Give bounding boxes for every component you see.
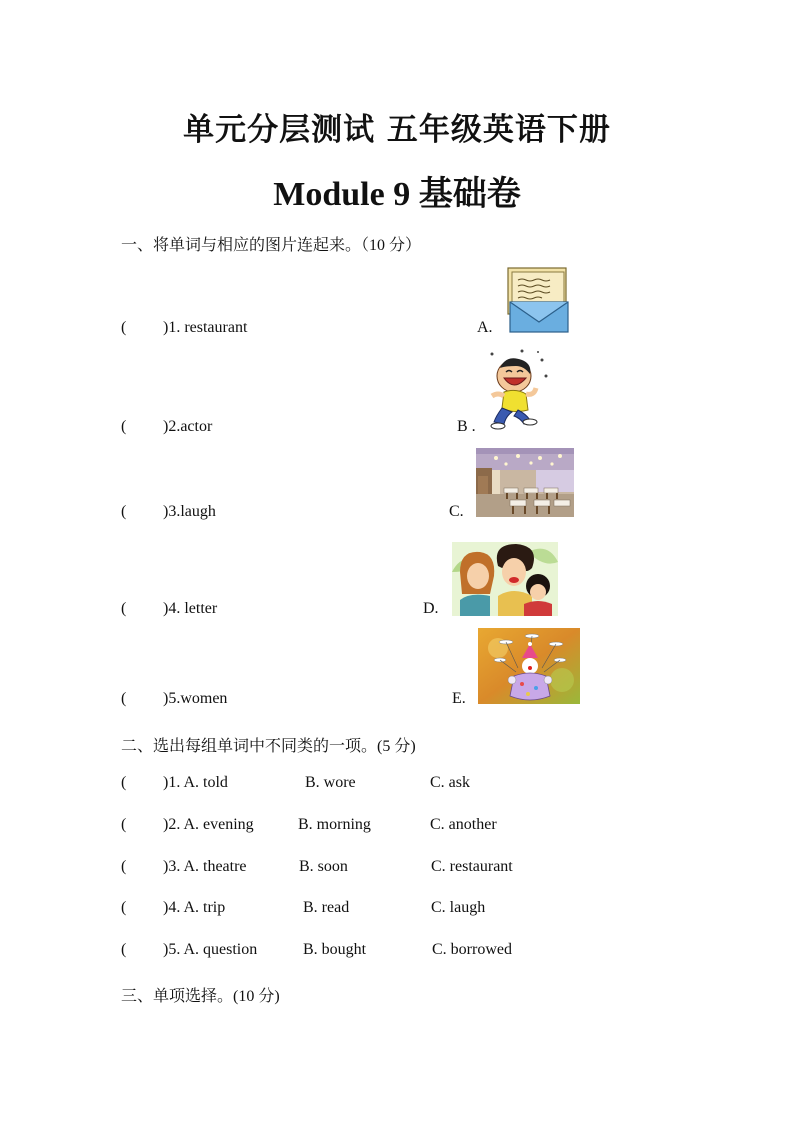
answer-paren: ( bbox=[121, 319, 127, 336]
option-b: B. soon bbox=[299, 858, 348, 875]
option-b: B. read bbox=[303, 899, 350, 916]
clown-actor-picture bbox=[478, 628, 580, 704]
option-b: B. wore bbox=[305, 774, 356, 791]
answer-paren: ( bbox=[121, 600, 127, 617]
option-c: C. restaurant bbox=[431, 858, 513, 875]
option-c: C. ask bbox=[430, 774, 470, 791]
option-b: B. bought bbox=[303, 941, 367, 958]
page-subtitle: Module 9 基础卷 bbox=[273, 176, 521, 213]
option-a: )4. A. trip bbox=[163, 899, 226, 916]
option-a: )2. A. evening bbox=[163, 816, 254, 833]
answer-paren: ( bbox=[121, 503, 127, 520]
option-label: E. bbox=[452, 690, 466, 707]
option-c: C. borrowed bbox=[432, 941, 512, 958]
option-label: A. bbox=[477, 319, 493, 336]
women-picture bbox=[452, 542, 558, 616]
option-a: )3. A. theatre bbox=[163, 858, 247, 875]
option-b: B. morning bbox=[298, 816, 371, 833]
answer-paren: ( bbox=[121, 816, 127, 833]
section1-heading: 一、将单词与相应的图片连起来。（10 分） bbox=[121, 237, 422, 254]
answer-paren: ( bbox=[121, 690, 127, 707]
question-text: )5.women bbox=[163, 690, 228, 707]
option-c: C. another bbox=[430, 816, 497, 833]
page-title: 单元分层测试 五年级英语下册 bbox=[183, 112, 611, 148]
question-text: )3.laugh bbox=[163, 503, 216, 520]
letter-envelope-picture bbox=[506, 266, 570, 334]
laughing-boy-picture bbox=[484, 348, 556, 430]
option-a: )1. A. told bbox=[163, 774, 228, 791]
question-text: )1. restaurant bbox=[163, 319, 248, 336]
answer-paren: ( bbox=[121, 774, 127, 791]
option-label: D. bbox=[423, 600, 439, 617]
section2-heading: 二、选出每组单词中不同类的一项。(5 分) bbox=[121, 738, 416, 755]
answer-paren: ( bbox=[121, 941, 127, 958]
answer-paren: ( bbox=[121, 899, 127, 916]
option-a: )5. A. question bbox=[163, 941, 258, 958]
restaurant-interior-picture bbox=[476, 448, 574, 517]
option-c: C. laugh bbox=[431, 899, 486, 916]
option-label: B . bbox=[457, 418, 476, 435]
answer-paren: ( bbox=[121, 858, 127, 875]
question-text: )4. letter bbox=[163, 600, 218, 617]
section3-heading: 三、单项选择。(10 分) bbox=[121, 988, 280, 1005]
option-label: C. bbox=[449, 503, 464, 520]
question-text: )2.actor bbox=[163, 418, 213, 435]
answer-paren: ( bbox=[121, 418, 127, 435]
